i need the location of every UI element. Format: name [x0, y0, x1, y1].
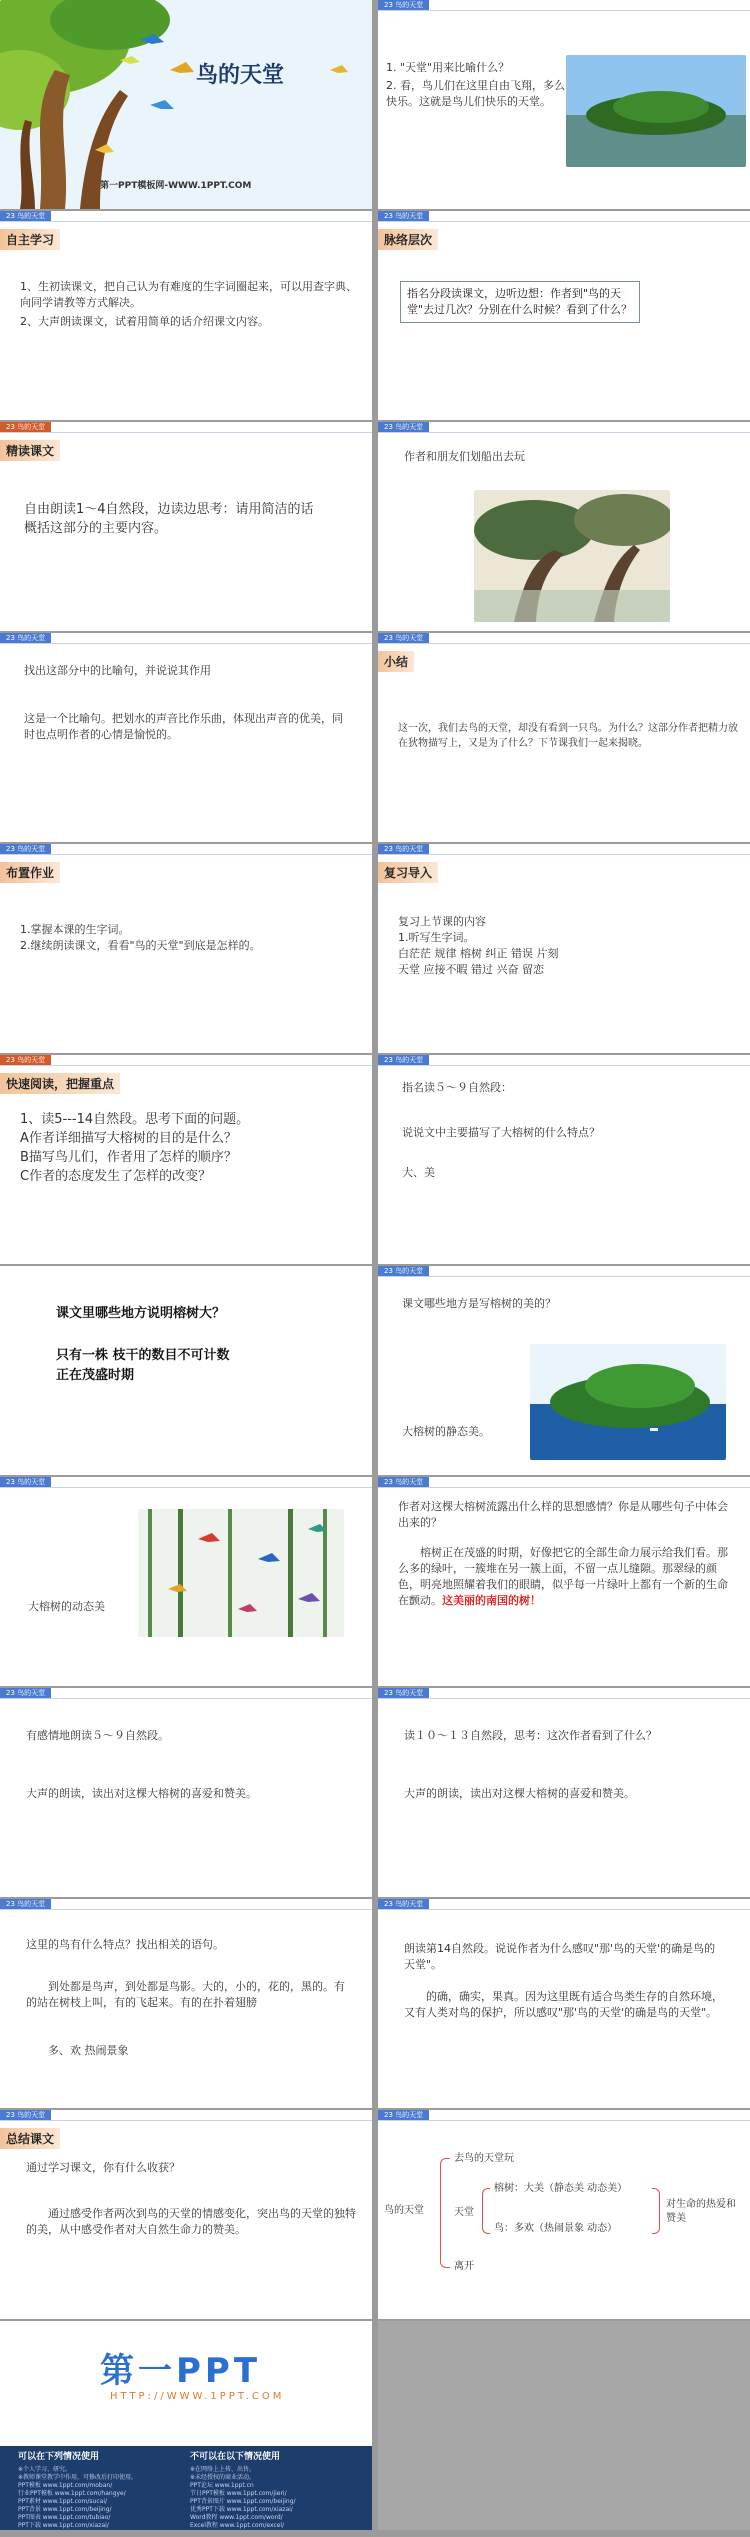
task-2: 2、大声朗读课文，试着用简单的话介绍课文内容。 [20, 315, 269, 328]
link-item[interactable]: PPT背景图片 www.1ppt.com/beijing/ [190, 2498, 296, 2505]
answer: 通过感受作者两次到鸟的天堂的情感变化，突出鸟的天堂的独特的美，从中感受作者对大自然生命力的赞美。 [26, 2207, 356, 2236]
divider [0, 432, 372, 433]
section-badge: 总结课文 [0, 2128, 60, 2149]
section-badge: 脉络层次 [378, 229, 438, 250]
allowed-item: ※个人学习、研究。 [18, 2466, 72, 2473]
section-badge: 复习导入 [378, 862, 438, 883]
slide-tag: 23 鸟的天堂 [0, 2110, 51, 2120]
homework-2: 2.继续朗读课文，看看"鸟的天堂"到底是怎样的。 [20, 939, 261, 952]
island-photo [530, 1344, 726, 1460]
slide-boat-trip[interactable] [378, 422, 750, 631]
brand-logo: 第一PPT [100, 2351, 262, 2391]
slide-conclusion[interactable] [0, 2110, 372, 2319]
forbidden-item: ※未经授权的商业活动。 [190, 2474, 256, 2481]
divider [378, 854, 750, 855]
slide-metaphor[interactable] [0, 633, 372, 842]
task-1: 1、生初读课文，把自己认为有难度的生字词圈起来，可以用查字典、向同学请教等方式解决。 [20, 280, 357, 309]
answer: 大、美 [402, 1166, 435, 1179]
section-badge: 快速阅读，把握重点 [0, 1073, 120, 1094]
slide-banyan-big[interactable] [0, 1266, 372, 1475]
answer: 大声的朗读，读出对这棵大榕树的喜爱和赞美。 [26, 1787, 257, 1800]
divider [378, 643, 750, 644]
divider [0, 1909, 372, 1910]
slide-tag: 23 鸟的天堂 [378, 1055, 429, 1065]
link-item[interactable]: 节日PPT模板 www.1ppt.com/jieri/ [190, 2490, 287, 2497]
question: 课文哪些地方是写榕树的美的？ [402, 1297, 556, 1310]
instruction: 有感情地朗读５～９自然段。 [26, 1729, 169, 1742]
mindmap-tree: 榕树：大美（静态美 动态美） [494, 2183, 628, 2194]
summary-text: 这一次，我们去鸟的天堂，却没有看到一只鸟。为什么？这部分作者把精力放在狄物描写上，又是为了什么？下节课我们一起来揭晓。 [398, 723, 738, 749]
mindmap-heaven: 天堂 [454, 2207, 474, 2218]
slide-close-reading[interactable] [0, 422, 372, 631]
divider [0, 1487, 372, 1488]
forbidden-item: ※在网络上上传、出售。 [190, 2466, 256, 2473]
island-photo [566, 55, 746, 167]
slide-review[interactable] [378, 844, 750, 1053]
link-item[interactable]: PPT背景 www.1ppt.com/beijing/ [18, 2506, 112, 2513]
divider [0, 854, 372, 855]
slide-second-visit[interactable] [378, 1688, 750, 1897]
q-line-1: 1. "天堂"用来比喻什么？ [386, 61, 510, 74]
mindmap-bracket-heaven [482, 2188, 490, 2234]
divider [378, 432, 750, 433]
answer: 这是一个比喻句。把划水的声音比作乐曲，体现出声音的优美，同时也点明作者的心情是愉悦的。 [24, 712, 343, 741]
brand-url[interactable]: HTTP://WWW.1PPT.COM [110, 2391, 285, 2402]
instruction: 指名读５～９自然段： [402, 1081, 512, 1094]
question: 朗读第14自然段。说说作者为什么感叹"那'鸟的天堂'的确是鸟的天堂"。 [404, 1942, 716, 1971]
question: 这里的鸟有什么特点？找出相关的语句。 [26, 1938, 224, 1951]
fast-line-1: 1、读5---14自然段。思考下面的问题。 [20, 1112, 250, 1127]
empty-cell [378, 2321, 750, 2530]
slide-tag: 23 鸟的天堂 [378, 1899, 429, 1909]
answer-highlight: 这美丽的南国的树！ [442, 1594, 541, 1607]
allowed-list [18, 2466, 183, 2530]
slide-tag: 23 鸟的天堂 [0, 211, 51, 221]
divider [378, 1487, 750, 1488]
usage-forbidden [190, 2452, 360, 2530]
slide-tag: 23 鸟的天堂 [378, 844, 429, 854]
slide-bird-features[interactable] [0, 1899, 372, 2108]
divider [378, 2120, 750, 2121]
link-item[interactable]: PPT模板 www.1ppt.com/moban/ [18, 2482, 113, 2489]
answer [398, 1545, 738, 1609]
section-badge: 布置作业 [0, 862, 60, 883]
slide-homework[interactable] [0, 844, 372, 1053]
slide-author-feeling[interactable] [378, 1477, 750, 1686]
question: 说说文中主要描写了大榕树的什么特点？ [402, 1126, 600, 1139]
boat-caption: 作者和朋友们划船出去玩 [404, 450, 525, 463]
slide-tag: 23 鸟的天堂 [378, 211, 429, 221]
divider [0, 643, 372, 644]
question: 作者对这棵大榕树流露出什么样的思想感情？你是从哪些句子中体会出来的？ [398, 1500, 728, 1529]
cover-subtitle: 第一PPT模板网-WWW.1PPT.COM [100, 181, 252, 191]
birds-in-bamboo-painting [138, 1509, 344, 1637]
answer-text: 榕树正在茂盛的时期，好像把它的全部生命力展示给我们看。那么多的绿叶，一簇堆在另一簇上面，不留一点儿缝隙。那翠绿的颜色，明亮地照耀着我们的眼睛，似乎每一片绿叶上都有一个新的生命在颤动。 [398, 1546, 728, 1607]
cover-title: 鸟的天堂 [195, 63, 284, 88]
forbidden-list [190, 2466, 360, 2530]
structure-question-box: 指名分段读课文，边听边想：作者到"鸟的天堂"去过几次？分别在什么时候？看到了什么？ [400, 281, 640, 323]
banyan-painting [474, 490, 670, 622]
quote: 到处都是鸟声，到处都是鸟影。大的，小的，花的，黑的。有的站在树枝上叫，有的飞起来。有的在扑着翅膀 [26, 1980, 345, 2009]
fast-line-3: B描写鸟儿们，作者用了怎样的顺序？ [20, 1150, 237, 1165]
section-badge: 精读课文 [0, 440, 60, 461]
question: 通过学习课文，你有什么收获？ [26, 2161, 180, 2174]
slide-cover[interactable] [0, 0, 372, 209]
slide-paragraph-14[interactable] [378, 1899, 750, 2108]
slide-closing[interactable] [0, 2321, 372, 2530]
forbidden-title: 不可以在以下情况使用 [190, 2452, 281, 2462]
slide-summary[interactable] [378, 633, 750, 842]
allowed-item: ※教师课堂教学中作用，可修改后打印使用。 [18, 2474, 138, 2481]
slide-structure[interactable] [378, 211, 750, 420]
link-item[interactable]: Word教程 www.1ppt.com/word/ [190, 2514, 283, 2521]
slide-tag: 23 鸟的天堂 [0, 1477, 51, 1487]
mindmap-brace-right [652, 2188, 660, 2234]
slide-tag: 23 鸟的天堂 [0, 844, 51, 854]
answer: 只有一株 枝干的数目不可计数 正在茂盛时期 [56, 1348, 230, 1383]
question: 读１０～１３自然段，思考：这次作者看到了什么？ [404, 1729, 657, 1742]
slide-tag: 23 鸟的天堂 [378, 1266, 429, 1276]
slide-tag: 23 鸟的天堂 [378, 2110, 429, 2120]
section-badge: 自主学习 [0, 229, 60, 250]
slide-tag: 23 鸟的天堂 [0, 1688, 51, 1698]
link-item[interactable]: 优秀PPT下载 www.1ppt.com/xiazai/ [190, 2506, 293, 2513]
slide-self-study[interactable] [0, 211, 372, 420]
answer: 的确，确实，果真。因为这里既有适合鸟类生存的自然环境，又有人类对鸟的保护，所以感叹"那'鸟的天堂'的确是鸟的天堂"。 [404, 1990, 723, 2019]
slide-tag: 23 鸟的天堂 [378, 0, 429, 10]
review-line-2: 1.听写生字词。 [398, 931, 475, 944]
slide-tag: 23 鸟的天堂 [378, 422, 429, 432]
usage-allowed [18, 2452, 183, 2530]
slide-tag: 23 鸟的天堂 [0, 1055, 51, 1065]
link-item[interactable]: 行业PPT模板 www.1ppt.com/hangye/ [18, 2490, 126, 2497]
slide-heaven-metaphor[interactable] [378, 0, 750, 209]
slide-read-aloud[interactable] [0, 1688, 372, 1897]
fast-line-4: C作者的态度发生了怎样的改变？ [20, 1169, 212, 1184]
slide-banyan-features[interactable] [378, 1055, 750, 1264]
divider [378, 1698, 750, 1699]
divider [0, 1698, 372, 1699]
divider [378, 221, 750, 222]
homework-1: 1.掌握本课的生字词。 [20, 923, 130, 936]
link-item[interactable]: PPT图表 www.1ppt.com/tubiao/ [18, 2514, 111, 2521]
slide-banyan-beauty[interactable] [378, 1266, 750, 1475]
review-words-1: 白茫茫 规律 榕树 纠正 错误 片刻 [398, 947, 559, 960]
slide-tag: 23 鸟的天堂 [0, 1899, 51, 1909]
divider [0, 221, 372, 222]
slide-mind-map[interactable] [378, 2110, 750, 2319]
slide-fast-reading[interactable] [0, 1055, 372, 1264]
mindmap-go: 去鸟的天堂玩 [454, 2153, 514, 2164]
link-item[interactable]: PPT论坛 www.1ppt.cn [190, 2482, 254, 2489]
answer: 大声的朗读，读出对这棵大榕树的喜爱和赞美。 [404, 1787, 635, 1800]
mindmap-bird: 鸟：多欢（热闹景象 动态） [494, 2223, 618, 2234]
question: 课文里哪些地方说明榕树大？ [56, 1306, 226, 1321]
divider [378, 1909, 750, 1910]
slide-dynamic-beauty[interactable] [0, 1477, 372, 1686]
answer: 多、欢 热闹景象 [48, 2044, 129, 2057]
usage-footer [0, 2446, 372, 2530]
allowed-title: 可以在下列情况使用 [18, 2452, 100, 2462]
reading-instruction: 自由朗读1～4自然段，边读边思考：请用简洁的话概括这部分的主要内容。 [24, 502, 314, 536]
divider [378, 1065, 750, 1066]
link-item[interactable]: PPT素材 www.1ppt.com/sucai/ [18, 2498, 108, 2505]
mindmap-right: 对生命的热爱和赞美 [666, 2199, 736, 2224]
review-line-1: 复习上节课的内容 [398, 915, 486, 928]
slide-tag: 23 鸟的天堂 [0, 422, 51, 432]
link-item[interactable]: PPT下载 www.1ppt.com/xiazai/ [18, 2522, 109, 2529]
mindmap-leave: 离开 [454, 2261, 474, 2272]
slide-tag: 23 鸟的天堂 [378, 633, 429, 643]
slide-tag: 23 鸟的天堂 [378, 1477, 429, 1487]
question: 找出这部分中的比喻句，并说说其作用 [24, 664, 211, 677]
divider [0, 1065, 372, 1066]
dynamic-beauty-label: 大榕树的动态美 [28, 1600, 105, 1613]
divider [378, 10, 750, 11]
mindmap-root: 鸟的天堂 [384, 2205, 424, 2216]
mindmap-bracket-main [440, 2158, 450, 2268]
divider [0, 2120, 372, 2121]
divider [378, 1276, 750, 1277]
slide-tag: 23 鸟的天堂 [378, 1688, 429, 1698]
link-item[interactable]: Excel教程 www.1ppt.com/excel/ [190, 2522, 285, 2529]
review-words-2: 天堂 应接不暇 错过 兴奋 留恋 [398, 963, 544, 976]
q-line-2: 2. 看，鸟儿们在这里自由飞翔，多么快乐。这就是鸟儿们快乐的天堂。 [386, 79, 565, 108]
slide-tag: 23 鸟的天堂 [0, 633, 51, 643]
section-badge: 小结 [378, 651, 414, 672]
fast-line-2: A作者详细描写大榕树的目的是什么？ [20, 1131, 237, 1146]
static-beauty-label: 大榕树的静态美。 [402, 1425, 490, 1438]
